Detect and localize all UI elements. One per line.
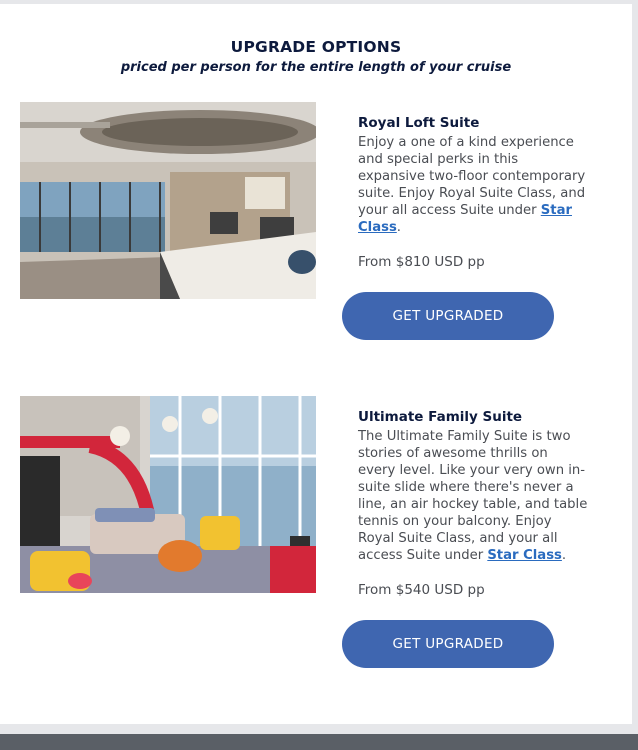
royal-loft-suite-details bbox=[358, 115, 588, 271]
get-upgraded-button[interactable]: GET UPGRADED bbox=[342, 620, 554, 668]
description-end: . bbox=[561, 548, 567, 563]
star-class-link[interactable]: Star Class bbox=[487, 548, 562, 563]
description-text: The Ultimate Family Suite is two stories of awesome thrills on every level. Like your very own in-suite slide where there's never a line, an air hockey table, and table tennis on your balcony. Enjoy Royal Suite Class, and your all access Suite under bbox=[358, 429, 588, 563]
page-subtitle: priced per person for the entire length of your cruise bbox=[120, 60, 512, 75]
page-title: UPGRADE OPTIONS bbox=[230, 38, 402, 56]
suite-price: From $810 USD pp bbox=[358, 254, 485, 270]
suite-price: From $540 USD pp bbox=[358, 582, 485, 598]
royal-loft-suite-image[interactable] bbox=[20, 102, 316, 299]
ultimate-family-suite-photo bbox=[20, 396, 316, 593]
royal-loft-suite-photo bbox=[20, 102, 316, 299]
get-upgraded-button[interactable]: GET UPGRADED bbox=[342, 292, 554, 340]
suite-title: Ultimate Family Suite bbox=[358, 409, 523, 425]
star-class-link[interactable]: Star Class bbox=[358, 203, 572, 235]
description-text: Enjoy a one of a kind experience and special perks in this expansive two-floor contemporary suite. Enjoy Royal Suite Class, and your all access Suite under bbox=[358, 135, 586, 218]
footer-bar bbox=[0, 734, 638, 750]
ultimate-family-suite-image[interactable] bbox=[20, 396, 316, 593]
suite-description bbox=[358, 428, 588, 564]
email-card bbox=[0, 4, 632, 724]
ultimate-family-suite-details bbox=[358, 409, 588, 599]
suite-title: Royal Loft Suite bbox=[358, 115, 480, 131]
suite-description bbox=[358, 134, 588, 236]
description-end: . bbox=[396, 220, 401, 235]
